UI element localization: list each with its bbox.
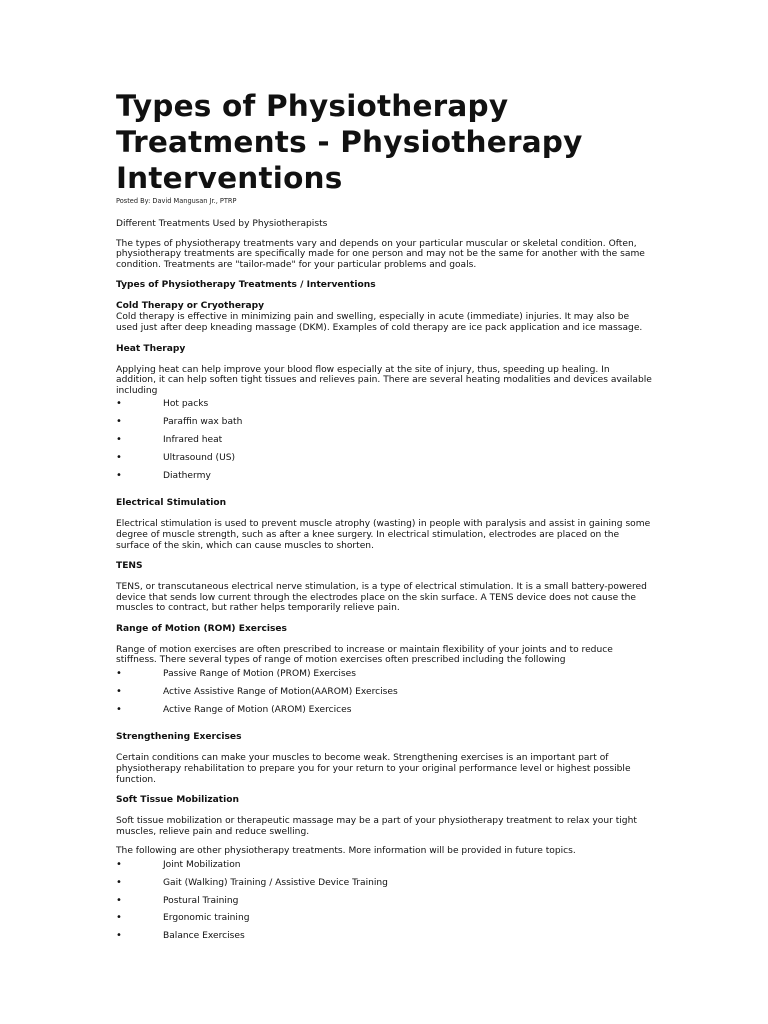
bullet-icon: • (116, 930, 122, 942)
intro-paragraph: The types of physiotherapy treatments vary and depends on your particular muscular or skeletal condition. Often, physiotherapy treatments are specifically made for one person and may not be the same for another with the same condition. Treatments are "tailor-made" for your particular problems and goals. (116, 238, 645, 270)
rom-text: Range of motion exercises are often prescribed to increase or maintain flexibility of your joints and to reduce stiffness. There several types of range of motion exercises often prescribed including the following (116, 644, 613, 666)
other-treatments-list (116, 860, 652, 949)
list-item: • Passive Range of Motion (PROM) Exercises (116, 668, 356, 680)
cold-therapy-heading: Cold Therapy or Cryotherapy (116, 301, 265, 312)
list-item: • Postural Training (116, 894, 239, 906)
soft-tissue-text: Soft tissue mobilization or therapeutic massage may be a part of your physiotherapy treatment to relax your tight muscles, relieve pain and reduce swelling. (116, 816, 637, 837)
bullet-icon: • (116, 859, 122, 871)
tens-heading: TENS (116, 561, 143, 572)
bullet-icon: • (116, 416, 122, 428)
cold-therapy-text: Cold therapy is effective in minimizing pain and swelling, especially in acute (immediate) injuries. It may also be used just after deep kneading massage (DKM). Examples of cold therapy are ice pack application and ice massage. (116, 312, 643, 333)
list-item: • Ergonomic training (116, 912, 250, 924)
rom-heading: Range of Motion (ROM) Exercises (116, 623, 287, 634)
list-item: • Joint Mobilization (116, 859, 241, 871)
bullet-icon: • (116, 703, 122, 715)
list-item: • Active Assistive Range of Motion(AAROM) Exercises (116, 685, 398, 697)
electrical-stimulation-heading: Electrical Stimulation (116, 498, 227, 509)
heat-therapy-heading: Heat Therapy (116, 343, 186, 354)
bullet-icon: • (116, 398, 122, 410)
list-item: • Ultrasound (US) (116, 451, 236, 463)
list-item: • Diathermy (116, 469, 211, 481)
bullet-icon: • (116, 469, 122, 481)
strengthening-text: Certain conditions can make your muscles to become weak. Strengthening exercises is an important part of physiotherapy rehabilitation to prepare you for your return to your original performance level or highest possible function. (116, 753, 631, 785)
list-item: • Infrared heat (116, 433, 223, 445)
bullet-icon: • (116, 912, 122, 924)
tens-text: TENS, or transcutaneous electrical nerve stimulation, is a type of electrical stimulation. It is a small battery-powered device that sends low current through the electrodes place on the skin surface. A TENS device does not cause the muscles to contract, but rather helps temporarily relieve pain. (116, 582, 647, 614)
list-item: • Active Range of Motion (AROM) Exercices (116, 703, 352, 715)
strengthening-heading: Strengthening Exercises (116, 732, 242, 743)
list-item: • Hot packs (116, 398, 209, 410)
subtitle: Different Treatments Used by Physiotherapists (116, 219, 328, 229)
bullet-icon: • (116, 685, 122, 697)
article-title: Types of Physiotherapy Treatments - Physiotherapy Interventions (116, 89, 583, 195)
list-item: • Gait (Walking) Training / Assistive Device Training (116, 876, 388, 888)
article (116, 88, 652, 959)
rom-list (116, 669, 652, 722)
list-item: • Paraffin wax bath (116, 416, 243, 428)
bullet-icon: • (116, 876, 122, 888)
bullet-icon: • (116, 433, 122, 445)
bullet-icon: • (116, 668, 122, 680)
bullet-icon: • (116, 451, 122, 463)
byline: Posted By: David Mangusan Jr., PTRP (116, 197, 237, 205)
soft-tissue-heading: Soft Tissue Mobilization (116, 795, 239, 806)
other-treatments-text: The following are other physiotherapy treatments. More information will be provided in future topics. (116, 846, 576, 857)
bullet-icon: • (116, 894, 122, 906)
section-heading: Types of Physiotherapy Treatments / Interventions (116, 280, 376, 291)
heat-therapy-text: Applying heat can help improve your blood flow especially at the site of injury, thus, speeding up healing. In addition, it can help soften tight tissues and relieves pain. There are several heating modalities and devices available including (116, 364, 652, 396)
heat-modalities-list (116, 399, 652, 488)
list-item: • Balance Exercises (116, 930, 245, 942)
electrical-stimulation-text: Electrical stimulation is used to prevent muscle atrophy (wasting) in people with paralysis and assist in gaining some degree of muscle strength, such as after a knee surgery. In electrical stimulation, electrodes are placed on the surface of the skin, which can cause muscles to shorten. (116, 519, 651, 551)
